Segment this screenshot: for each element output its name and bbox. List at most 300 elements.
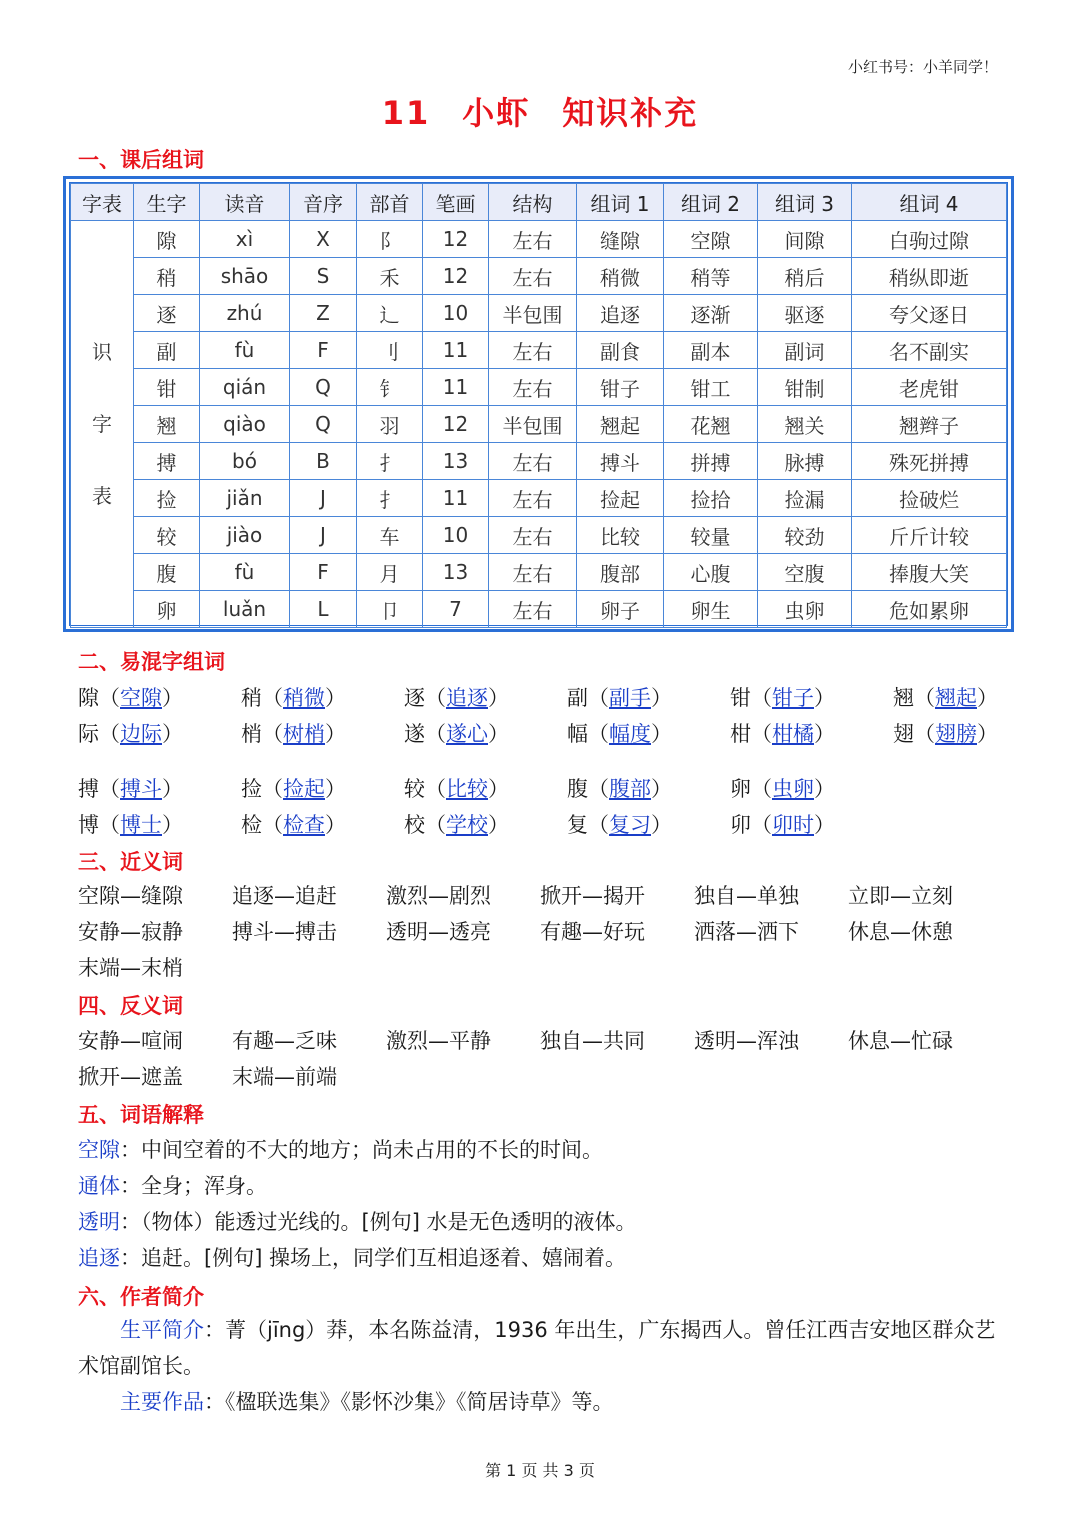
confusable-char: 复 [567, 813, 588, 837]
section-heading-author: 六、作者简介 [78, 1285, 204, 1309]
cell-rad: 禾 [357, 258, 423, 295]
confusable-item [567, 716, 672, 752]
cell-strokes: 10 [423, 517, 489, 554]
paren-close: ） [651, 777, 672, 801]
cell-seq: Q [290, 406, 357, 443]
confusable-word: 空隙 [120, 686, 162, 710]
confusable-word: 边际 [120, 722, 162, 746]
synonym-pair: 激烈—剧烈 [386, 884, 491, 908]
paren-open: （ [751, 686, 772, 710]
confusable-word: 副手 [609, 686, 651, 710]
paren-close: ） [162, 686, 183, 710]
new-character: 卵 [134, 591, 200, 628]
column-header: 生字 [134, 184, 200, 221]
cell-seq: F [290, 554, 357, 591]
cell-struct: 左右 [489, 221, 577, 258]
cell-strokes: 11 [423, 480, 489, 517]
new-character: 副 [134, 332, 200, 369]
cell-rad: 辶 [357, 295, 423, 332]
cell-struct: 左右 [489, 591, 577, 628]
section-heading-antonyms: 四、反义词 [78, 994, 183, 1018]
confusable-word: 追逐 [446, 686, 488, 710]
definition-term: 透明 [78, 1210, 120, 1234]
paren-open: （ [588, 813, 609, 837]
cell-seq: J [290, 480, 357, 517]
side-char: 字 [92, 412, 112, 436]
definition-text: ：中间空着的不大的地方；尚未占用的不长的时间。 [120, 1138, 603, 1162]
cell-strokes: 12 [423, 258, 489, 295]
cell-rad: 钅 [357, 369, 423, 406]
title-suffix: 知识补充 [562, 94, 699, 132]
cell-rad: 阝 [357, 221, 423, 258]
definition-term: 通体 [78, 1174, 120, 1198]
confusable-word: 博士 [120, 813, 162, 837]
cell-struct: 左右 [489, 258, 577, 295]
definition-item [78, 1132, 637, 1168]
section-heading-confusables: 二、易混字组词 [78, 650, 225, 674]
cell-py: xì [200, 221, 290, 258]
confusable-char: 隙 [78, 686, 99, 710]
bio-label: 生平简介 [120, 1318, 204, 1342]
cell-py: qiào [200, 406, 290, 443]
column-header: 笔画 [423, 184, 489, 221]
cell-rad: 羽 [357, 406, 423, 443]
cell-strokes: 10 [423, 295, 489, 332]
paren-open: （ [751, 777, 772, 801]
paren-open: （ [425, 686, 446, 710]
vocab-table-frame [63, 176, 1014, 632]
synonym-pair: 洒落—洒下 [694, 920, 799, 944]
column-header: 组词 3 [758, 184, 852, 221]
cell-w2: 卵生 [664, 591, 758, 628]
cell-py: jiǎn [200, 480, 290, 517]
new-character: 逐 [134, 295, 200, 332]
cell-w4: 殊死拼搏 [852, 443, 1007, 480]
confusable-word: 学校 [446, 813, 488, 837]
cell-w2: 心腹 [664, 554, 758, 591]
page-footer: 第 1 页 共 3 页 [485, 1461, 595, 1480]
confusable-item [78, 771, 183, 807]
paren-close: ） [814, 813, 835, 837]
confusable-char: 幅 [567, 722, 588, 746]
new-character: 较 [134, 517, 200, 554]
side-char: 表 [92, 484, 112, 508]
confusable-item [567, 807, 672, 843]
confusable-char: 检 [241, 813, 262, 837]
cell-w2: 捡拾 [664, 480, 758, 517]
confusable-item [404, 771, 509, 807]
synonym-pair: 搏斗—搏击 [232, 920, 337, 944]
author-intro [78, 1312, 1008, 1420]
cell-struct: 左右 [489, 443, 577, 480]
antonym-pair: 安静—喧闹 [78, 1029, 183, 1053]
confusable-item [404, 716, 509, 752]
paren-open: （ [588, 722, 609, 746]
confusable-word: 遂心 [446, 722, 488, 746]
column-header: 组词 1 [577, 184, 664, 221]
antonym-pair: 独自—共同 [540, 1029, 645, 1053]
works-label: 主要作品 [120, 1390, 204, 1414]
cell-py: zhú [200, 295, 290, 332]
definition-term: 追逐 [78, 1246, 120, 1270]
author-bio [78, 1312, 1008, 1384]
cell-w3: 虫卵 [758, 591, 852, 628]
confusable-item [893, 716, 998, 752]
paren-open: （ [99, 813, 120, 837]
cell-w1: 捡起 [577, 480, 664, 517]
paren-open: （ [425, 777, 446, 801]
paren-open: （ [425, 722, 446, 746]
confusable-item [730, 771, 835, 807]
confusable-char: 捡 [241, 777, 262, 801]
cell-seq: S [290, 258, 357, 295]
cell-w4: 捧腹大笑 [852, 554, 1007, 591]
confusable-item [730, 680, 835, 716]
confusable-item [241, 771, 346, 807]
confusable-char: 柑 [730, 722, 751, 746]
confusable-char: 校 [404, 813, 425, 837]
cell-seq: F [290, 332, 357, 369]
cell-w2: 副本 [664, 332, 758, 369]
table-row [71, 258, 1007, 295]
paren-close: ） [162, 777, 183, 801]
paren-open: （ [751, 813, 772, 837]
cell-strokes: 12 [423, 406, 489, 443]
column-header: 读音 [200, 184, 290, 221]
cell-py: fù [200, 554, 290, 591]
confusable-item [78, 680, 183, 716]
paren-close: ） [814, 686, 835, 710]
confusable-item [78, 807, 183, 843]
column-header: 字表 [71, 184, 134, 221]
paren-close: ） [488, 686, 509, 710]
confusable-item [241, 716, 346, 752]
confusable-item [567, 771, 672, 807]
cell-strokes: 7 [423, 591, 489, 628]
confusable-char: 博 [78, 813, 99, 837]
cell-w1: 缝隙 [577, 221, 664, 258]
cell-strokes: 12 [423, 221, 489, 258]
synonym-pair: 空隙—缝隙 [78, 884, 183, 908]
confusable-item [404, 807, 509, 843]
paren-close: ） [651, 813, 672, 837]
cell-w3: 脉搏 [758, 443, 852, 480]
column-header: 组词 4 [852, 184, 1007, 221]
cell-w4: 捡破烂 [852, 480, 1007, 517]
paren-open: （ [914, 686, 935, 710]
cell-w1: 搏斗 [577, 443, 664, 480]
confusable-char: 际 [78, 722, 99, 746]
cell-rad: 刂 [357, 332, 423, 369]
cell-w1: 卵子 [577, 591, 664, 628]
table-row [71, 406, 1007, 443]
definition-text: ：（物体）能透过光线的。[例句] 水是无色透明的液体。 [120, 1210, 637, 1234]
lesson-name: 小虾 [462, 94, 531, 132]
definition-item [78, 1168, 637, 1204]
synonym-pair: 有趣—好玩 [540, 920, 645, 944]
confusable-word: 翅膀 [935, 722, 977, 746]
paren-open: （ [914, 722, 935, 746]
paren-close: ） [651, 722, 672, 746]
paren-close: ） [488, 777, 509, 801]
antonym-pair: 透明—浑浊 [694, 1029, 799, 1053]
cell-rad: 卩 [357, 591, 423, 628]
cell-w2: 钳工 [664, 369, 758, 406]
definition-item [78, 1240, 637, 1276]
cell-w1: 比较 [577, 517, 664, 554]
paren-close: ） [162, 722, 183, 746]
confusable-char: 腹 [567, 777, 588, 801]
paren-close: ） [977, 722, 998, 746]
works-text: ：《楹联选集》《影怀沙集》《简居诗草》等。 [204, 1390, 614, 1414]
confusable-char: 较 [404, 777, 425, 801]
cell-w1: 追逐 [577, 295, 664, 332]
new-character: 钳 [134, 369, 200, 406]
table-row [71, 517, 1007, 554]
table-row [71, 554, 1007, 591]
cell-w1: 稍微 [577, 258, 664, 295]
confusable-char: 翘 [893, 686, 914, 710]
column-header: 组词 2 [664, 184, 758, 221]
new-character: 腹 [134, 554, 200, 591]
column-header: 部首 [357, 184, 423, 221]
cell-w4: 斤斤计较 [852, 517, 1007, 554]
confusable-word: 复习 [609, 813, 651, 837]
cell-w4: 白驹过隙 [852, 221, 1007, 258]
cell-w3: 捡漏 [758, 480, 852, 517]
lesson-number: 11 [381, 94, 431, 132]
cell-seq: L [290, 591, 357, 628]
paren-close: ） [488, 722, 509, 746]
cell-py: fù [200, 332, 290, 369]
cell-w4: 翘辫子 [852, 406, 1007, 443]
cell-w3: 副词 [758, 332, 852, 369]
synonym-pair: 追逐—追赶 [232, 884, 337, 908]
synonym-pair: 立即—立刻 [848, 884, 953, 908]
confusable-item [241, 807, 346, 843]
cell-w4: 夸父逐日 [852, 295, 1007, 332]
new-character: 隙 [134, 221, 200, 258]
cell-rad: 车 [357, 517, 423, 554]
cell-strokes: 11 [423, 369, 489, 406]
confusable-word: 检查 [283, 813, 325, 837]
paren-open: （ [262, 813, 283, 837]
confusable-char: 卵 [730, 777, 751, 801]
table-row [71, 480, 1007, 517]
synonym-pair: 末端—末梢 [78, 956, 183, 980]
confusable-char: 副 [567, 686, 588, 710]
cell-w2: 较量 [664, 517, 758, 554]
watermark: 小红书号：小羊同学！ [847, 58, 998, 76]
cell-w3: 驱逐 [758, 295, 852, 332]
paren-open: （ [262, 777, 283, 801]
cell-w4: 危如累卵 [852, 591, 1007, 628]
confusable-char: 遂 [404, 722, 425, 746]
paren-open: （ [99, 722, 120, 746]
cell-w4: 老虎钳 [852, 369, 1007, 406]
confusable-item [730, 807, 835, 843]
paren-close: ） [325, 722, 346, 746]
paren-open: （ [588, 777, 609, 801]
paren-close: ） [977, 686, 998, 710]
cell-w2: 空隙 [664, 221, 758, 258]
confusable-item [567, 680, 672, 716]
column-header: 音序 [290, 184, 357, 221]
section-heading-synonyms: 三、近义词 [78, 850, 183, 874]
cell-w1: 腹部 [577, 554, 664, 591]
cell-py: bó [200, 443, 290, 480]
antonym-pair: 掀开—遮盖 [78, 1065, 183, 1089]
confusable-item [404, 680, 509, 716]
paren-close: ） [488, 813, 509, 837]
antonym-pair: 休息—忙碌 [848, 1029, 953, 1053]
cell-rad: 月 [357, 554, 423, 591]
cell-struct: 左右 [489, 554, 577, 591]
confusable-item [730, 716, 835, 752]
paren-close: ） [325, 686, 346, 710]
confusable-word: 虫卵 [772, 777, 814, 801]
column-header: 结构 [489, 184, 577, 221]
confusable-char: 卯 [730, 813, 751, 837]
cell-w2: 花翘 [664, 406, 758, 443]
cell-py: shāo [200, 258, 290, 295]
new-character: 捡 [134, 480, 200, 517]
paren-open: （ [262, 686, 283, 710]
cell-w4: 稍纵即逝 [852, 258, 1007, 295]
cell-struct: 左右 [489, 480, 577, 517]
synonym-pair: 透明—透亮 [386, 920, 491, 944]
cell-w2: 拼搏 [664, 443, 758, 480]
confusable-word: 比较 [446, 777, 488, 801]
new-character: 稍 [134, 258, 200, 295]
paren-close: ） [814, 722, 835, 746]
cell-seq: Z [290, 295, 357, 332]
cell-w4: 名不副实 [852, 332, 1007, 369]
table-row [71, 443, 1007, 480]
cell-py: jiào [200, 517, 290, 554]
cell-seq: B [290, 443, 357, 480]
paren-close: ） [325, 813, 346, 837]
synonym-pair: 休息—休憩 [848, 920, 953, 944]
cell-w3: 翘关 [758, 406, 852, 443]
page-title [0, 88, 1080, 134]
antonym-pair: 激烈—平静 [386, 1029, 491, 1053]
confusable-word: 搏斗 [120, 777, 162, 801]
paren-open: （ [588, 686, 609, 710]
definition-text: ：全身；浑身。 [120, 1174, 267, 1198]
synonym-pair: 安静—寂静 [78, 920, 183, 944]
cell-w2: 逐渐 [664, 295, 758, 332]
confusable-word: 捡起 [283, 777, 325, 801]
synonym-pair: 独自—单独 [694, 884, 799, 908]
paren-open: （ [99, 686, 120, 710]
table-header-row [71, 184, 1007, 221]
confusable-char: 梢 [241, 722, 262, 746]
confusable-item [893, 680, 998, 716]
vocab-table [70, 183, 1007, 628]
paren-open: （ [751, 722, 772, 746]
synonym-pair: 掀开—揭开 [540, 884, 645, 908]
cell-w2: 稍等 [664, 258, 758, 295]
paren-close: ） [814, 777, 835, 801]
confusable-char: 逐 [404, 686, 425, 710]
table-row [71, 295, 1007, 332]
cell-struct: 左右 [489, 369, 577, 406]
confusable-char: 稍 [241, 686, 262, 710]
confusable-word: 卯时 [772, 813, 814, 837]
cell-struct: 半包围 [489, 406, 577, 443]
section-heading-definitions: 五、词语解释 [78, 1103, 204, 1127]
table-row [71, 332, 1007, 369]
definition-list [78, 1132, 637, 1276]
paren-open: （ [425, 813, 446, 837]
cell-w3: 间隙 [758, 221, 852, 258]
antonym-pair: 有趣—乏味 [232, 1029, 337, 1053]
cell-strokes: 11 [423, 332, 489, 369]
antonym-pair: 末端—前端 [232, 1065, 337, 1089]
paren-close: ） [651, 686, 672, 710]
cell-struct: 左右 [489, 332, 577, 369]
cell-w3: 较劲 [758, 517, 852, 554]
cell-struct: 半包围 [489, 295, 577, 332]
cell-w1: 副食 [577, 332, 664, 369]
cell-strokes: 13 [423, 554, 489, 591]
cell-strokes: 13 [423, 443, 489, 480]
paren-open: （ [99, 777, 120, 801]
paren-close: ） [162, 813, 183, 837]
definition-item [78, 1204, 637, 1240]
cell-seq: J [290, 517, 357, 554]
definition-term: 空隙 [78, 1138, 120, 1162]
paren-close: ） [325, 777, 346, 801]
confusable-char: 搏 [78, 777, 99, 801]
cell-seq: Q [290, 369, 357, 406]
side-label [71, 221, 134, 628]
cell-struct: 左右 [489, 517, 577, 554]
confusable-item [78, 716, 183, 752]
table-row [71, 369, 1007, 406]
confusable-word: 钳子 [772, 686, 814, 710]
table-row [71, 591, 1007, 628]
cell-w3: 钳制 [758, 369, 852, 406]
confusable-word: 稍微 [283, 686, 325, 710]
cell-seq: X [290, 221, 357, 258]
definition-text: ：追赶。[例句] 操场上，同学们互相追逐着、嬉闹着。 [120, 1246, 627, 1270]
cell-rad: 扌 [357, 480, 423, 517]
cell-w3: 空腹 [758, 554, 852, 591]
confusable-word: 树梢 [283, 722, 325, 746]
confusable-char: 翅 [893, 722, 914, 746]
section-heading-words: 一、课后组词 [78, 148, 204, 172]
new-character: 翘 [134, 406, 200, 443]
confusable-word: 柑橘 [772, 722, 814, 746]
side-char: 识 [92, 340, 112, 364]
cell-rad: 扌 [357, 443, 423, 480]
cell-py: luǎn [200, 591, 290, 628]
confusable-word: 翘起 [935, 686, 977, 710]
new-character: 搏 [134, 443, 200, 480]
confusable-word: 腹部 [609, 777, 651, 801]
confusable-char: 钳 [730, 686, 751, 710]
table-row [71, 221, 1007, 258]
confusable-word: 幅度 [609, 722, 651, 746]
cell-py: qián [200, 369, 290, 406]
cell-w3: 稍后 [758, 258, 852, 295]
bio-text: ：菁（jīng）莽，本名陈益清，1936 年出生，广东揭西人。曾任江西吉安地区群众艺术馆副馆长。 [78, 1318, 996, 1378]
author-works [78, 1384, 1008, 1420]
paren-open: （ [262, 722, 283, 746]
confusable-item [241, 680, 346, 716]
